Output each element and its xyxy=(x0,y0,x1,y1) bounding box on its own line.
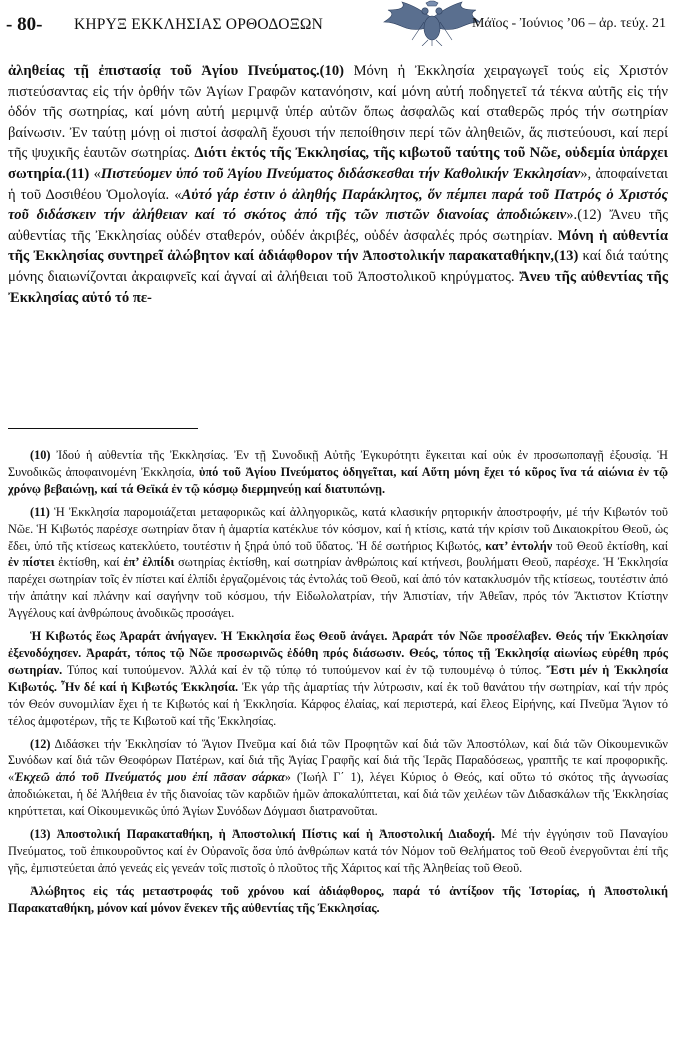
text-run: Τύπος καί τυπούμενον. Ἀλλά καί ἐν τῷ τύπῳ τό τυπούμενον καί ἐν τῷ τυπουμένῳ ὁ τύπος. xyxy=(62,662,547,677)
text-run: ἀληθείας τῇ ἐπιστασίᾳ τοῦ Ἁγίου Πνεύματος.(10) xyxy=(8,63,344,79)
text-run: Αὐτό γάρ ἐστιν ὁ ἀληθής Παράκλητος, ὅν πέμπει παρά τοῦ Πατρός ὁ Χριστός τοῦ διδάσκειν τήν ἀλήθειαν καί τό σκότος ἀπό τῆς τῶν πιστῶν διανοίας ἀποδιώκειν xyxy=(8,186,668,224)
text-run: ».(12) Ἄνευ τῆς αὐθεντίας τῆς Ἐκκλησίας οὐδέν σταθερόν, οὐδέν ἀκριβές, οὐδέν ἀσφαλές πρός σωτηρίαν. xyxy=(8,207,668,244)
text-run: », ἀποφαίνεται ἡ τοῦ Δοσιθέου Ὁμολογία. « xyxy=(8,165,668,203)
text-run: « xyxy=(89,165,101,182)
text-run: ἐν πίστει xyxy=(8,555,55,570)
text-run: σωτηρίας ἐκτίσθη, καί σωτηρίαν ἀνθρώποις καί κτήνεσι, βουλήματι Θεοῦ, παρέσχε. Ἡ Ἐκκλησία παρέχει σωτηρίαν τοῖς ἐν πίστει καί ἐλπίδι ἐργαζομένοις τάς ἐντολάς τοῦ Θεοῦ, καί ἀπό τόν κατακλυσμόν τῆς κτίσεως, τουτέστιν ἀπό τήν ἀπάτην καί πλάνην καί σαγήνην τοῦ κόσμου, τήν Εἰδωλολατρίαν, τήν Ἀπιστίαν, τήν Ἀθεΐαν, πρός τόν Ἄκτιστον Κτίστην Ἀγγέλους καί ἀνθρώπους ἀνοδικῶς προσάγει. xyxy=(8,555,668,621)
text-run: ὑπό τοῦ Ἁγίου Πνεύματος ὁδηγεῖται, καί Αὕτη μόνη ἔχει τό κῦρος ἵνα τά αἰώνια ἐν τῷ χρόνῳ βεβαιώνῃ, καί τά Θεϊκά ἐν τῷ κόσμῳ διερμηνεύῃ καί διατυπώνῃ. xyxy=(8,464,668,496)
text-run: (13) Ἀποστολική Παρακαταθήκη, ἡ Ἀποστολική Πίστις καί ἡ Ἀποστολική Διαδοχή. xyxy=(30,827,495,842)
footnote xyxy=(8,826,668,877)
text-run: Διδάσκει τήν Ἐκκλησίαν τό Ἅγιον Πνεῦμα καί διά τῶν Προφητῶν καί διά τῶν Ἀποστόλων, καί διά τῶν Οἰκουμενικῶν Συνόδων καί διά τῶν Θεοφόρων Πατέρων, καί διά τῆς Ἁγίας Γραφῆς καί διά τῆς Ἱερᾶς Παραδόσεως, γραπτῆς τε καί προφορικῆς. « xyxy=(8,736,668,785)
text-run: (10) xyxy=(30,448,51,462)
text-run: » (Ἰωήλ Γ΄ 1), λέγει Κύριος ὁ Θεός, καί οὕτω τό σκότος τῆς ἀγνωσίας ἀποδιώκεται, ἡ δέ Ἀλήθεια ἐν τῆς διανοίας τῶν καρδιῶν ἡμῶν ἀποκαλύπτεται, καί διά τῶν χειλέων τῶν Διδασκάλων τῆς Ἐκκλησίας κηρύττεται, καί Οἰκουμενικῶς ὑπό Ἁγίων Συνόδων Δόγμασι διατρανοῦται. xyxy=(8,770,668,819)
footnote xyxy=(8,736,668,821)
text-run: κατ’ ἐντολήν xyxy=(485,538,553,553)
text-run: Μόνη ἡ Ἐκκλησία χειραγωγεῖ τούς εἰς Χριστόν πιστεύσαντας εἰς τήν ὀρθήν τῶν Ἁγίων Γραφῶν κατανόησιν, καί μόνη αὐτή ποδηγετεῖ τά τέκνα αὐτῆς εἰς τήν ὁδόν τῆς σωτηρίας, καί μόνη αὐτή μεριμνᾷ ὑπέρ αὐτῶν ὅπως ἀσφαλῶς καί σταθερῶς πρός τήν σωτηρίαν βαίνωσιν. Ἐν ταύτῃ μόνῃ οἱ πιστοί ἀσφαλῆ ἔχουσι τήν πεποίθησιν περί τῶν ἀληθειῶν, ἅς πιστεύουσι, καί περί τῆς ψυχικῆς ἑαυτῶν σωτηρίας. xyxy=(8,63,669,162)
text-run: Ἀλώβητος εἰς τάς μεταστροφάς τοῦ χρόνου καί ἀδιάφθορος, παρά τό ἀντίξοον τῆς Ἱστορίας, ἡ Ἀποστολική Παρακαταθήκη, μόνον καί μόνον ἕνεκεν τῆς αὐθεντίας τῆς Ἐκκλησίας. xyxy=(8,883,668,915)
double-headed-eagle-icon xyxy=(382,0,482,46)
text-run: Ἐκ γάρ τῆς ἁμαρτίας τήν λύτρωσιν, καί ἐκ τοῦ θανάτου τήν σωτηρίαν, καί τήν πρός τόν Θεόν συνομιλίαν ἔχει ἡ τε Κιβωτός καί ἡ Ἐκκλησία. Κάρφος ἐλαίας, καί περιστερά, καί ἔλεος Εἰρήνης, καί Πνεῦμα Ἅγιον τό τέλος ἀμφοτέρων, τῆς τε Κιβωτοῦ καί τῆς Ἐκκλησίας. xyxy=(8,679,668,728)
footnotes xyxy=(8,447,668,923)
text-run: ἐπ’ ἐλπίδι xyxy=(123,555,175,570)
text-run: Μέ τήν ἐγγύησιν τοῦ Παναγίου Πνεύματος, τοῦ ἐπικουροῦντος καί ἐν Οὐρανοῖς ὅσα ὑπό ἀνθρώπων κατά τόν Νόμον τοῦ Θελήματος τοῦ Θεοῦ ἐνεργοῦνται ἐπί τῆς γῆς, ἐμπιστεύεται ἀπό γενεάς εἰς γενεάν τοῖς πιστοῖς ὁ πλοῦτος τῆς Χάριτος καί τῆς Ἀληθείας τοῦ Θεοῦ. xyxy=(8,827,668,875)
footnote xyxy=(8,883,668,917)
main-text xyxy=(8,61,668,308)
journal-title: ΚΗΡΥΞ ΕΚΚΛΗΣΙΑΣ ΟΡΘΟΔΟΞΩΝ xyxy=(74,16,323,33)
footnote xyxy=(8,504,668,622)
page-header xyxy=(0,0,674,52)
issue-info: Μάϊος - Ἰούνιος ’06 – ἀρ. τεύχ. 21 xyxy=(471,16,666,31)
text-run: Διότι ἐκτός τῆς Ἐκκλησίας, τῆς κιβωτοῦ ταύτης τοῦ Νῶε, οὐδεμία ὑπάρχει σωτηρία.(11) xyxy=(8,145,668,182)
text-run: Μόνη ἡ αὐθεντία τῆς Ἐκκλησίας συντηρεῖ ἀλώβητον καί ἀδιάφθορον τήν Ἀποστολικήν παρακαταθήκην,(13) xyxy=(8,227,669,265)
text-run: Ἰδού ἡ αὐθεντία τῆς Ἐκκλησίας. Ἐν τῇ Συνοδικῇ Αὐτῆς Ἐγκυρότητι ἔγκειται καί οὐκ ἐν προσωποπαγῇ ἐξουσίᾳ. Ἡ Συνοδικῶς ἀποφαινομένη Ἐκκλησία, xyxy=(8,448,668,479)
text-run: (12) xyxy=(30,736,51,751)
text-run: Ἡ Ἐκκλησία παρομοιάζεται μεταφορικῶς καί ἀλληγορικῶς, κατά κλασικήν ρητορικήν ἀποστροφήν, μέ τήν Κιβωτόν τοῦ Νῶε. Ἡ Κιβωτός παρέσχε σωτηρίαν ὅταν ἡ ἁμαρτία κατέκλυε τόν κόσμον, καί ἡ κτίσις, κατά τήν κρίσιν τοῦ Δικαιοκρίτου Θεοῦ, ὡς ἔδει, ὑπό τῆς κτίσεως κατεκλύετο, τουτέστιν ἡ ξηρά ὑπό τοῦ ὕδατος. Ἡ δέ σωτήριος Κιβωτός, xyxy=(8,504,668,553)
text-run: Πιστεύομεν ὑπό τοῦ Ἁγίου Πνεύματος διδάσκεσθαι τήν Καθολικήν Ἐκκλησίαν xyxy=(100,165,581,182)
text-run: Ἔστι μέν ἡ Ἐκκλησία Κιβωτός. Ἦν δέ καί ἡ Κιβωτός Ἐκκλησία. xyxy=(8,662,668,694)
text-run: ἐκτίσθη, καί xyxy=(54,555,124,570)
page-number: - 80- xyxy=(6,14,43,35)
text-run: (11) xyxy=(30,504,50,519)
text-run: Ἐκχεῶ ἀπό τοῦ Πνεύματός μου ἐπί πᾶσαν σάρκα xyxy=(14,770,285,785)
footnote xyxy=(8,628,668,729)
text-run: Ἄνευ τῆς αὐθεντίας τῆς Ἐκκλησίας αὐτό τό πε- xyxy=(8,268,668,306)
footnote-separator xyxy=(8,428,198,429)
footnote xyxy=(8,447,668,498)
text-run: τοῦ Θεοῦ ἐκτίσθη, καί xyxy=(552,538,669,553)
text-run: Ἡ Κιβωτός ἕως Ἀραράτ ἀνήγαγεν. Ἡ Ἐκκλησία ἕως Θεοῦ ἀνάγει. Ἀραράτ τόν Νῶε προσέλαβεν. Θεός τήν Ἐκκλησίαν ἐξενοδόχησεν. Ἀραράτ, τόπος τῷ Νῶε προσωρινῶς ἐδόθη πρός διάσωσιν. Θεός, τόπος τῇ Ἐκκλησίᾳ αἰωνίως εὑρέθη πρός σωτηρίαν. xyxy=(8,629,668,677)
body-paragraph xyxy=(8,61,668,308)
text-run: καί διά ταύτης μόνης διαιωνίζονται ἀκραιφνεῖς καί ἁγναί αἱ ἀλήθειαι τοῦ Ἀποστολικοῦ κηρύγματος. xyxy=(8,248,668,285)
